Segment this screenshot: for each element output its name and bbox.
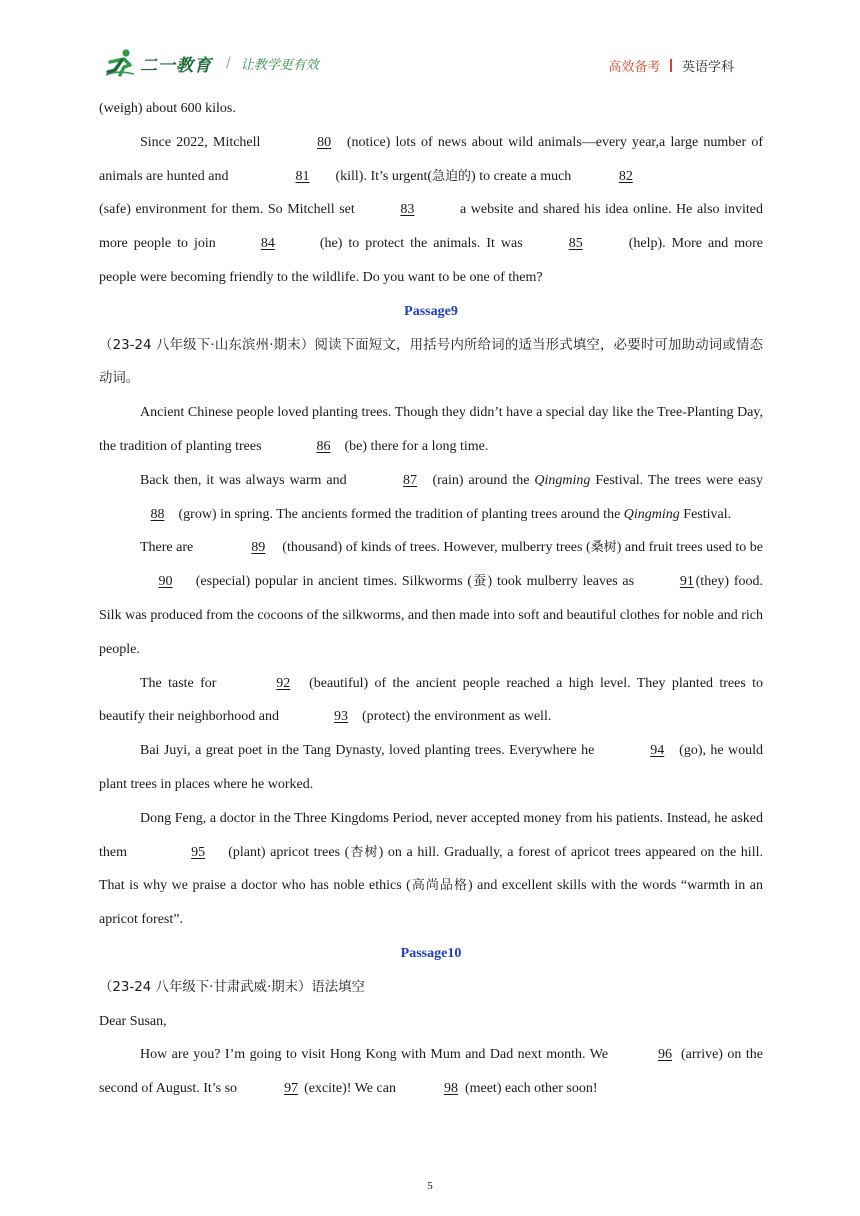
passage-instructions: （23-24 八年级下·甘肃武威·期末）语法填空 xyxy=(99,979,365,995)
answer-blank[interactable]: 94 xyxy=(650,743,665,759)
header-label-subject: 英语学科 xyxy=(681,60,734,75)
paragraph-continued: (weigh) about 600 kilos. xyxy=(99,101,236,116)
answer-blank[interactable]: 90 xyxy=(158,574,173,590)
answer-blank[interactable]: 95 xyxy=(191,844,206,860)
passage-title: Passage9 xyxy=(404,303,458,319)
answer-blank[interactable]: 98 xyxy=(443,1081,458,1097)
logo-text: 二一教育 xyxy=(140,55,212,76)
answer-blank[interactable]: 81 xyxy=(295,168,310,184)
paragraph: (safe) environment for them. So Mitchell set 83 a website and shared his idea online. He also invited more people to join 84 (he) to protect the animals. It was 85 (help). More and more people were becoming friendly to the wildlife. Do you want to be one of them? xyxy=(99,193,763,294)
page-number: 5 xyxy=(427,1180,433,1192)
answer-blank[interactable]: 85 xyxy=(568,236,583,252)
paragraph: Ancient Chinese people loved planting trees. Though they didn’t have a special day like the Tree-Planting Day, the tradition of planting trees 86 (be) there for a long time. xyxy=(99,396,763,464)
paragraph: Dong Feng, a doctor in the Three Kingdoms Period, never accepted money from his patients. Instead, he asked them 95 (plant) apricot trees (杏树) on a hill. Gradually, a forest of apricot trees appeared on the hill. That is why we praise a doctor who has noble ethics (高尚品格) and excellent skills with the words “warmth in an apricot forest”. xyxy=(99,810,763,928)
paragraph: Bai Juyi, a great poet in the Tang Dynasty, loved planting trees. Everywhere he 94 (go), he would plant trees in places where he worked. xyxy=(99,734,763,802)
passage-instructions: （23-24 八年级下·山东滨州·期末）阅读下面短文，用括号内所给词的适当形式填空，必要时可加助动词或情态动词。 xyxy=(99,337,763,387)
answer-blank[interactable]: 87 xyxy=(403,472,418,488)
header-subject xyxy=(608,56,734,75)
answer-blank[interactable]: 91 xyxy=(679,574,694,590)
answer-blank[interactable]: 89 xyxy=(251,540,266,556)
answer-blank[interactable]: 96 xyxy=(658,1047,673,1063)
header-separator xyxy=(670,59,672,72)
answer-blank[interactable]: 93 xyxy=(334,709,349,725)
answer-blank[interactable]: 84 xyxy=(260,236,275,252)
logo-slogan: 让教学更有效 xyxy=(240,57,319,73)
header-label-exam: 高效备考 xyxy=(608,60,661,75)
answer-blank[interactable]: 80 xyxy=(317,134,332,150)
answer-blank[interactable]: 83 xyxy=(400,202,415,218)
running-figure-icon xyxy=(104,48,138,78)
page-header xyxy=(0,0,860,90)
paragraph: Back then, it was always warm and 87 (rain) around the Qingming Festival. The trees were easy 88 (grow) in spring. The ancients formed the tradition of planting trees around the Qingming Festival. xyxy=(99,464,763,532)
answer-blank[interactable]: 97 xyxy=(284,1081,299,1097)
document-body xyxy=(99,92,763,1106)
brand-logo xyxy=(104,48,319,78)
answer-blank[interactable]: 86 xyxy=(316,438,331,454)
logo-divider: / xyxy=(226,55,231,71)
answer-blank[interactable]: 92 xyxy=(276,675,291,691)
letter-greeting: Dear Susan, xyxy=(99,1013,167,1029)
paragraph: The taste for 92 (beautiful) of the ancient people reached a high level. They planted trees to beautify their neighborhood and 93 (protect) the environment as well. xyxy=(99,667,763,735)
answer-blank[interactable]: 88 xyxy=(150,506,165,522)
paragraph: There are 89 (thousand) of kinds of trees. However, mulberry trees (桑树) and fruit trees used to be 90 (especial) popular in ancient times. Silkworms (蚕) took mulberry leaves as 91 (they) food. Silk was produced from the cocoons of the silkworms, and then made into soft and beautiful clothes for noble and rich people. xyxy=(99,531,763,666)
paragraph: How are you? I’m going to visit Hong Kong with Mum and Dad next month. We 96 (arrive) on the second of August. It’s so 97 (excite)! We can 98 (meet) each other soon! xyxy=(99,1038,763,1106)
passage-title: Passage10 xyxy=(400,945,462,961)
paragraph: Since 2022, Mitchell 80 (notice) lots of news about wild animals—every year,a large number of animals are hunted and 81 (kill). It’s urgent(急迫的) to create a much 82 xyxy=(99,126,763,194)
answer-blank[interactable]: 82 xyxy=(618,168,633,184)
